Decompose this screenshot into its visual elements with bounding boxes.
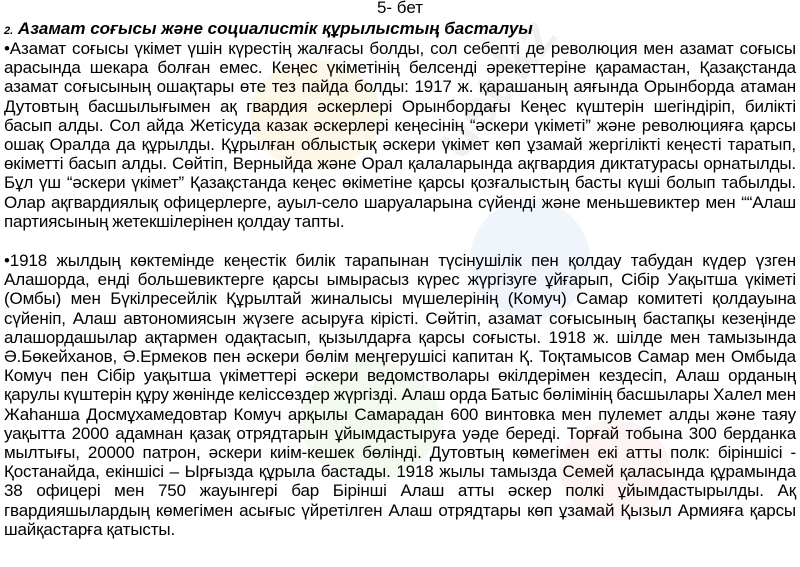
page-number: 5- бет: [376, 0, 424, 17]
heading-text: Азамат соғысы және социалистік құрылыстың басталуы: [17, 19, 533, 38]
paragraph-1: •Азамат соғысы үкімет үшін күрестің жалғасы болды, сол себепті де революция мен азамат соғысы арасында шекара болған емес. Кеңес үкіметінің белсенді әрекеттеріне қарамастан, Қазақстанда азамат соғысының ошақтары өте тез пайда болды: 1917 ж. қарашаның аяғында Орынборда атаман Дутовтың басшылығымен ақ гвардия әскерлері Орынбордағы Кеңес күштерін шегіндіріп, билікті басып алды. Сол айда Жетісуда казак әскерлері кеңесінің “әскери үкіметі” және революцияға қарсы ошақ Оралда да құрылды. Құрылған облыстық әскери үкімет көп ұзамай жергілікті кеңесті таратып, өкіметті басып алды. Сөйтіп, Верныйда және Орал қалаларында ақгвардия диктатурасы орнатылды. Бұл үш “әскери үкімет” Қазақстанда кеңес өкіметіне қарсы қозғалыстың басты күші болып табылды. Олар ақгвардиялық офицерлерге, ауыл-село шаруаларына сүйенді және меньшевиктер мен ““Алаш партиясының жетекшілерінен қолдау тапты.: [4, 39, 796, 231]
section-heading: [4, 19, 796, 41]
paragraph-2: •1918 жылдың көктемінде кеңестік билік тарапынан түсінушілік пен қолдау табудан күдер үзген Алашорда, енді большевиктерге қарсы ымырасыз күрес жүргізуге ұйғарып, Сібір Уақытша үкіметі (Омбы) мен Бүкілресейлік Құрылтай жиналысы мүшелерінің (Комуч) Самар комитеті қолдауына сүйеніп, Алаш автономиясын жүзеге асыруға кірісті. Сөйтіп, азамат соғысының бастапқы кезеңінде алашордашылар ақтармен одақтасып, қызылдарға қарсы соғысты. 1918 ж. шілде мен тамызында Ә.Бөкейханов, Ә.Ермеков пен әскери бөлім меңгерушісі капитан Қ. Тоқтамысов Самар мен Омбыда Комуч пен Сібір уақытша үкіметтері әскери ведомстволары өкілдерімен кездесіп, Алаш орданың қарулы күштерін құру жөнінде келіссөздер жүргізді. Алаш орда Батыс бөлімінің басшылары Халел мен Жаһанша Досмұхамедовтар Комуч арқылы Самарадан 600 винтовка мен пулемет алды және таяу уақытта 2000 адамнан қазақ отрядтарын ұйымдастыруға уәде береді. Торғай тобына 300 берданка мылтығы, 20000 патрон, әскери киім-кешек бөлінді. Дутовтың көмегімен екі атты полк: біріншісі - Қостанайда, екіншісі – Ырғызда құрыла бастады. 1918 жылы тамызда Семей қаласында құрамында 38 офицері мен 750 жауынгері бар Бірінші Алаш атты әскер полкі ұйымдастырылды. Ақ гвардияшылардың көмегімен асығыс үйретілген Алаш отрядтары көп ұзамай Қызыл Армияға қарсы шайқастарға қатысты.: [4, 251, 796, 539]
watermark-text: ust.kz: [420, 5, 569, 170]
heading-number: 2.: [4, 25, 14, 37]
